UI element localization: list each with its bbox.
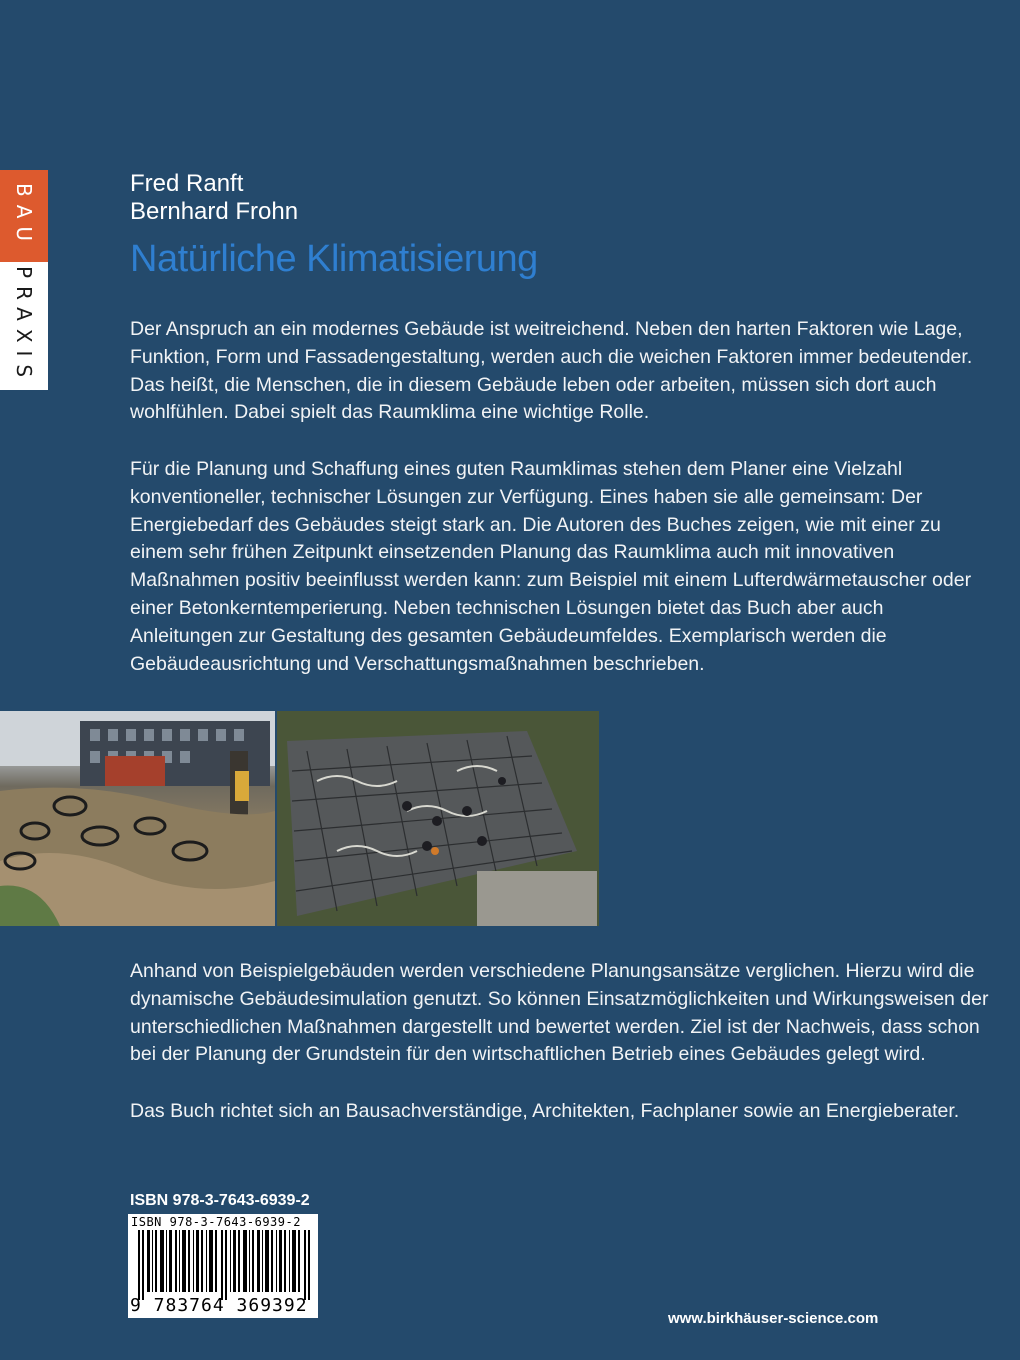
- barcode-isbn-text: ISBN 978-3-7643-6939-2: [131, 1215, 301, 1229]
- description-paragraph: Anhand von Beispielgebäuden werden verschiedene Planungsansätze verglichen. Hierzu wird die dynamische Gebäudesimulation genutzt. So können Einsatzmöglichkeiten und Wirkungsweisen der unterschiedlichen Maßnahmen dargestellt und bewertet werden. Ziel ist der Nachweis, dass schon bei der Planung der Grundstein für den wirtschaftlichen Betrieb eines Gebäudes gelegt wird.: [130, 960, 989, 1066]
- spine-label-bau: BAU: [12, 182, 36, 250]
- description-paragraph: Der Anspruch an ein modernes Gebäude ist weitreichend. Neben den harten Faktoren wie Lage, Funktion, Form und Fassadengestaltung, werden auch die weichen Faktoren immer bedeutender. Das heißt, die Menschen, die in diesem Gebäude leben oder arbeiten, müssen sich dort auch wohlfühlen. Dabei spielt das Raumklima eine wichtige Rolle.: [130, 318, 973, 424]
- publisher-url: www.birkhäuser-science.com: [668, 1310, 879, 1327]
- construction-site-illustration: [0, 711, 275, 926]
- concrete-slab-photo: [277, 711, 599, 926]
- book-title: Natürliche Klimatisierung: [130, 238, 538, 280]
- barcode: [128, 1214, 318, 1318]
- spine-tab-bau: [0, 170, 48, 262]
- barcode-digits: 9 783764 369392: [130, 1295, 308, 1316]
- author-name: Bernhard Frohn: [130, 198, 299, 225]
- author-name: Fred Ranft: [130, 170, 244, 197]
- authors: [130, 170, 298, 226]
- isbn-label: ISBN 978-3-7643-6939-2: [130, 1192, 310, 1209]
- concrete-slab-illustration: [277, 711, 599, 926]
- description-paragraph: Das Buch richtet sich an Bausachverständige, Architekten, Fachplaner sowie an Energieberater.: [130, 1100, 960, 1122]
- barcode-bars: [138, 1230, 310, 1300]
- spine-tab-praxis: [0, 262, 48, 390]
- construction-site-photo: [0, 711, 275, 926]
- spine-label-praxis: PRAXIS: [12, 266, 36, 386]
- description-paragraph: Für die Planung und Schaffung eines guten Raumklimas stehen dem Planer eine Vielzahl konventioneller, technischer Lösungen zur Verfügung. Eines haben sie alle gemeinsam: Der Energiebedarf des Gebäudes steigt stark an. Die Autoren des Buches zeigen, wie mit einer zu einem sehr frühen Zeitpunkt einsetzenden Planung das Raumklima auch mit innovativen Maßnahmen positiv beeinflusst werden kann: zum Beispiel mit einem Lufterdwärmetauscher oder einer Betonkerntemperierung. Neben technischen Lösungen bietet das Buch aber auch Anleitungen zur Gestaltung des gesamten Gebäudeumfeldes. Exemplarisch werden die Gebäudeausrichtung und Verschattungsmaßnahmen beschrieben.: [130, 458, 972, 675]
